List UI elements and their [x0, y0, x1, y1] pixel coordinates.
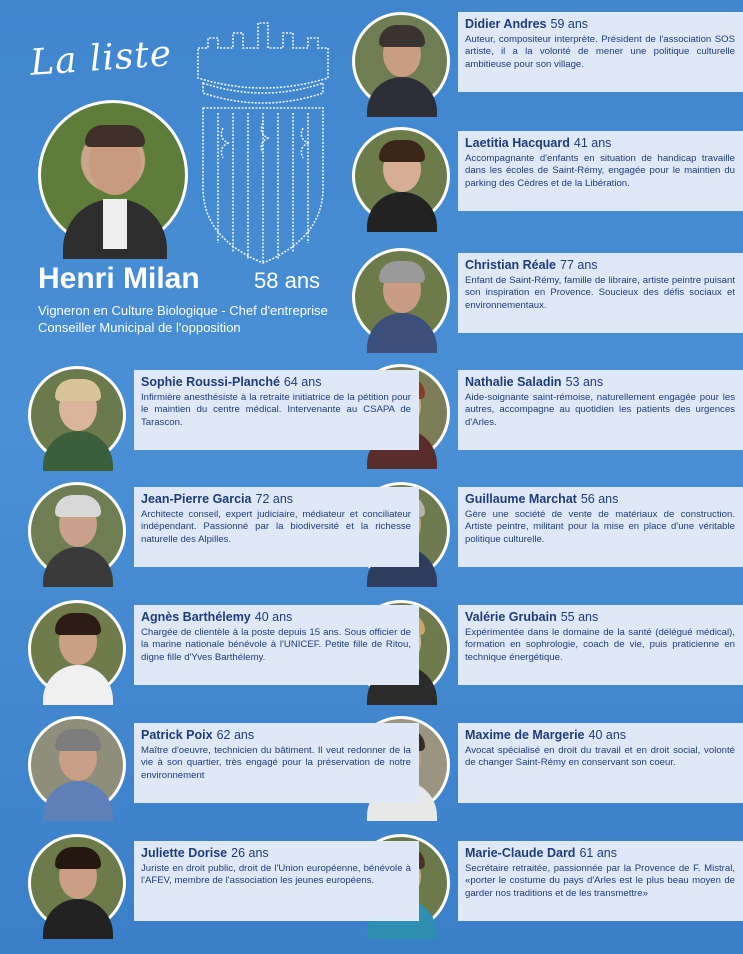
member-card	[458, 12, 743, 92]
member-photo	[28, 834, 126, 932]
member-name-line	[465, 610, 735, 624]
member-age: 26 ans	[231, 846, 269, 860]
member-photo	[28, 482, 126, 580]
member-description: Avocat spécialisé en droit du travail et en droit social, volonté de changer Saint-Rémy en conservant son coeur.	[465, 745, 735, 769]
member-name: Valérie Grubain	[465, 610, 557, 624]
member-description: Expérimentée dans le domaine de la santé (délégué médical), formation en sophrologie, coach de vie, puis praticienne en technique énergétique.	[465, 627, 735, 663]
member-photo	[352, 248, 450, 346]
page-title: La liste	[28, 33, 174, 84]
member-age: 72 ans	[255, 492, 294, 506]
member-description: Juriste en droit public, droit de l'Union européenne, bénévole à l'AFEV, membre de l'association les jeunes européens.	[141, 863, 411, 887]
member-card	[458, 253, 743, 333]
member-description: Aide-soignante saint-rémoise, naturellement engagée pour les autres, accompagne au quotidien les patients des urgences d'Arles.	[465, 392, 735, 428]
member-name: Didier Andres	[465, 17, 547, 31]
member-name: Agnès Barthélemy	[141, 610, 251, 624]
member-name: Guillaume Marchat	[465, 492, 577, 506]
member-name-line	[141, 492, 411, 506]
member-name-line	[141, 375, 411, 389]
member-name: Patrick Poix	[141, 728, 213, 742]
member-name-line	[141, 846, 411, 860]
member-age: 56 ans	[580, 492, 619, 506]
member-card	[458, 487, 743, 567]
member-name-line	[465, 492, 735, 506]
lead-candidate-photo	[38, 100, 188, 250]
member-age: 53 ans	[565, 375, 604, 389]
member-age: 61 ans	[579, 846, 617, 860]
member-description: Accompagnante d'enfants en situation de handicap travaille dans les écoles de Saint-Rémy, engagée pour le maintien du parking des Cèdres et de la Libération.	[465, 153, 735, 189]
lead-candidate-role-2: Conseiller Municipal de l'opposition	[38, 320, 241, 335]
member-card	[134, 841, 419, 921]
member-name-line	[141, 728, 411, 742]
member-name-line	[141, 610, 411, 624]
member-photo	[352, 12, 450, 110]
member-name-line	[465, 136, 735, 150]
member-age: 40 ans	[588, 728, 627, 742]
coat-of-arms-icon	[188, 18, 338, 268]
member-description: Architecte conseil, expert judiciaire, médiateur et conciliateur indépendant. Passionné par la biodiversité et la richesse naturelle des Alpilles.	[141, 509, 411, 545]
member-description: Gère une société de vente de matériaux de construction. Artiste peintre, militant pour la mise en place d'une véritable politique culturelle.	[465, 509, 735, 545]
member-card	[458, 841, 743, 921]
member-photo	[28, 600, 126, 698]
member-card	[134, 723, 419, 803]
member-description: Chargée de clientèle à la poste depuis 15 ans. Sous officier de la marine nationale bénévole à l'UNICEF. Petite fille de Ritou, digne fille d'Yves Barthélemy.	[141, 627, 411, 663]
member-age: 55 ans	[560, 610, 599, 624]
member-description: Maître d'oeuvre, technicien du bâtiment. Il veut redonner de la vie à son quartier, très engagé pour la préservation de notre environnement	[141, 745, 411, 781]
member-name: Maxime de Margerie	[465, 728, 585, 742]
member-card	[458, 370, 743, 450]
member-age: 77 ans	[560, 258, 598, 272]
member-name-line	[465, 846, 735, 860]
member-name: Christian Réale	[465, 258, 557, 272]
member-card	[458, 605, 743, 685]
lead-candidate-name: Henri Milan	[38, 262, 200, 295]
member-photo	[28, 366, 126, 464]
member-name-line	[465, 375, 735, 389]
lead-candidate-age: 58 ans	[254, 268, 321, 293]
member-name: Nathalie Saladin	[465, 375, 562, 389]
member-card	[458, 723, 743, 803]
member-card	[134, 487, 419, 567]
member-card	[134, 370, 419, 450]
member-description: Infirmière anesthésiste à la retraite initiatrice de la pétition pour le maintien du centre médical. Intervenante au CSAPA de Tarascon.	[141, 392, 411, 428]
member-description: Secrétaire retraitée, passionnée par la Provence de F. Mistral, «porter le costume du pays d'Arles est le plus beau moyen de garder nos traditions et de les transmettre»	[465, 863, 735, 899]
member-age: 59 ans	[550, 17, 589, 31]
member-age: 41 ans	[573, 136, 612, 150]
member-name-line	[465, 17, 735, 31]
member-name: Marie-Claude Dard	[465, 846, 576, 860]
member-description: Auteur, compositeur interprète. Président de l'association SOS artiste, il a la volonté de mener une politique culturelle ambitieuse pour son village.	[465, 34, 735, 70]
member-description: Enfant de Saint-Rémy, famille de libraire, artiste peintre puisant son inspiration en Provence. Soucieux des défis sociaux et environnementaux.	[465, 275, 735, 311]
member-name: Laetitia Hacquard	[465, 136, 570, 150]
member-photo	[352, 127, 450, 225]
member-name: Sophie Roussi-Planché	[141, 375, 280, 389]
member-card	[458, 131, 743, 211]
member-name-line	[465, 258, 735, 272]
member-photo	[28, 716, 126, 814]
member-name: Jean-Pierre Garcia	[141, 492, 252, 506]
member-name: Juliette Dorise	[141, 846, 228, 860]
member-card	[134, 605, 419, 685]
member-name-line	[465, 728, 735, 742]
member-age: 64 ans	[283, 375, 322, 389]
member-age: 62 ans	[216, 728, 255, 742]
member-age: 40 ans	[254, 610, 293, 624]
lead-candidate-role-1: Vigneron en Culture Biologique - Chef d'entreprise	[38, 303, 328, 318]
